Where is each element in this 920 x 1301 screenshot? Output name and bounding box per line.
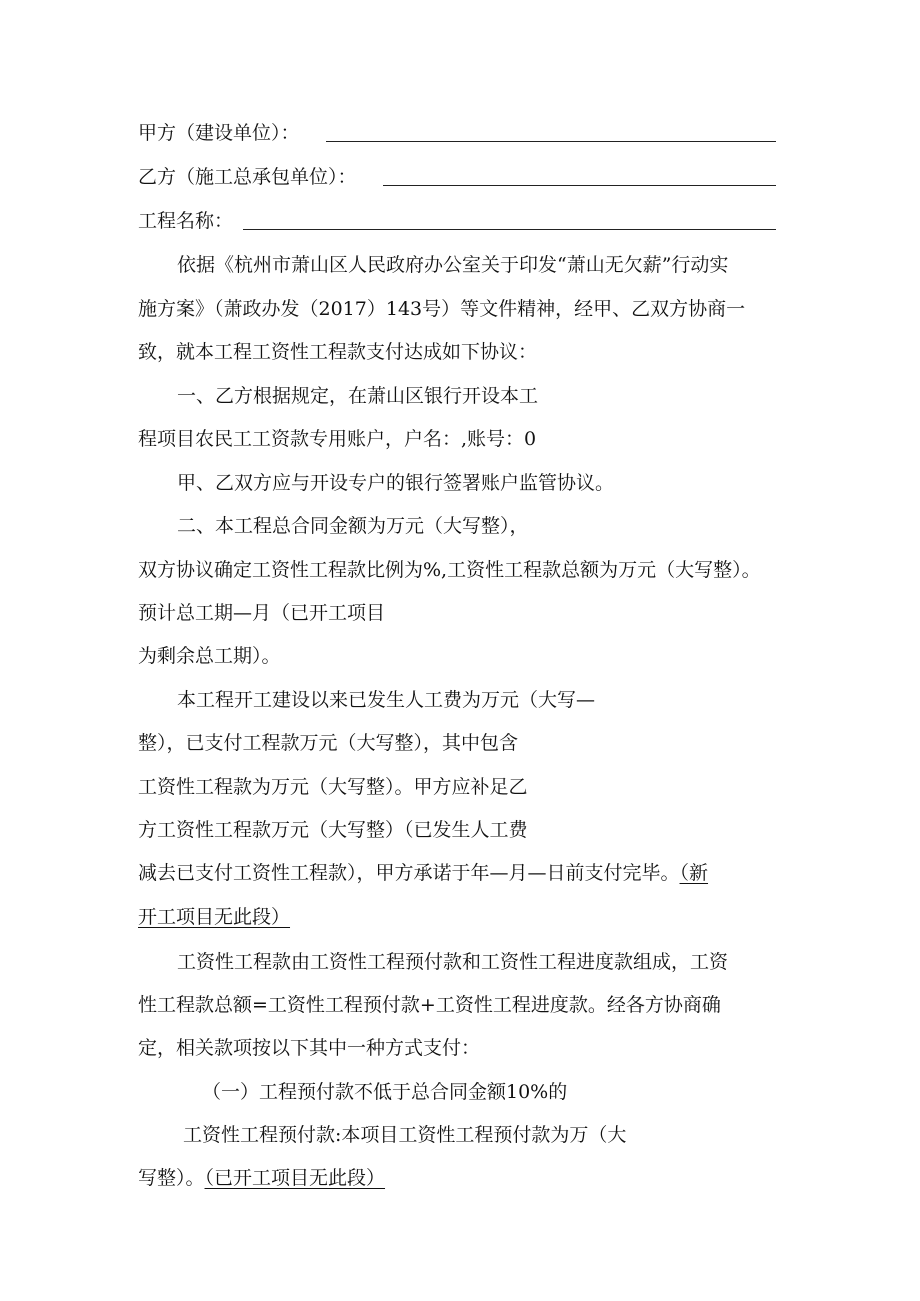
composition-line: 工资性工程款由工资性工程预付款和工资性工程进度款组成，工资 (177, 951, 729, 973)
advance-last-line (138, 1165, 385, 1191)
paid-line: 方工资性工程款万元（大写整）（已发生人工费 (138, 819, 528, 841)
clause2-line: 双方协议确定工资性工程款比例为%,工资性工程款总额为万元（大写整）。 (138, 559, 761, 581)
preamble-line: 依据《杭州市萧山区人民政府办公室关于印发“萧山无欠薪”行动实 (177, 254, 729, 276)
paid-note-line (138, 904, 290, 930)
paid-line (138, 860, 708, 886)
clause1-line: 程项目农民工工资款专用账户，户名：,账号：0 (138, 428, 537, 450)
paid-note-underlined: 开工项目无此段） (138, 906, 291, 928)
clause1-line: 甲、乙双方应与开设专户的银行签署账户监管协议。 (177, 472, 615, 494)
party-a-label: 甲方（建设单位）： (138, 122, 300, 144)
party-b-label: 乙方（施工总承包单位）： (138, 166, 357, 188)
paid-line: 整），已支付工程款万元（大写整），其中包含 (138, 732, 519, 754)
clause1-line: 一、乙方根据规定，在萧山区银行开设本工 (177, 385, 539, 407)
advance-last-text: 写整）。 (138, 1167, 205, 1189)
project-name-blank (243, 229, 776, 230)
composition-line: 定，相关款项按以下其中一种方式支付： (138, 1037, 481, 1059)
preamble-line: 致，就本工程工资性工程款支付达成如下协议： (138, 341, 538, 363)
composition-line: 性工程款总额=工资性工程预付款+工资性工程进度款。经各方协商确 (138, 994, 721, 1016)
advance-note-underlined: （已开工项目无此段） (204, 1167, 386, 1189)
project-name-label: 工程名称： (138, 210, 234, 232)
party-a-blank (326, 141, 776, 142)
advance-line: 工资性工程预付款:本项目工资性工程预付款为万（大 (183, 1124, 627, 1146)
preamble-line: 施方案》（萧政办发（2017）143号）等文件精神，经甲、乙双方协商一 (138, 298, 746, 320)
paid-last-text: 减去已支付工资性工程款），甲方承诺于年—月—日前支付完毕。 (138, 862, 680, 884)
clause2-line: 二、本工程总合同金额为万元（大写整）， (177, 515, 529, 537)
clause2-line: 为剩余总工期）。 (138, 645, 281, 667)
paid-line: 工资性工程款为万元（大写整）。甲方应补足乙 (138, 776, 528, 798)
paid-note-underlined: （新 (679, 862, 709, 884)
clause2-line: 预计总工期—月（已开工项目 (138, 602, 386, 624)
party-b-blank (383, 185, 776, 186)
option1-heading: （一）工程预付款不低于总合同金额10%的 (202, 1081, 568, 1103)
paid-line: 本工程开工建设以来已发生人工费为万元（大写— (177, 689, 596, 711)
